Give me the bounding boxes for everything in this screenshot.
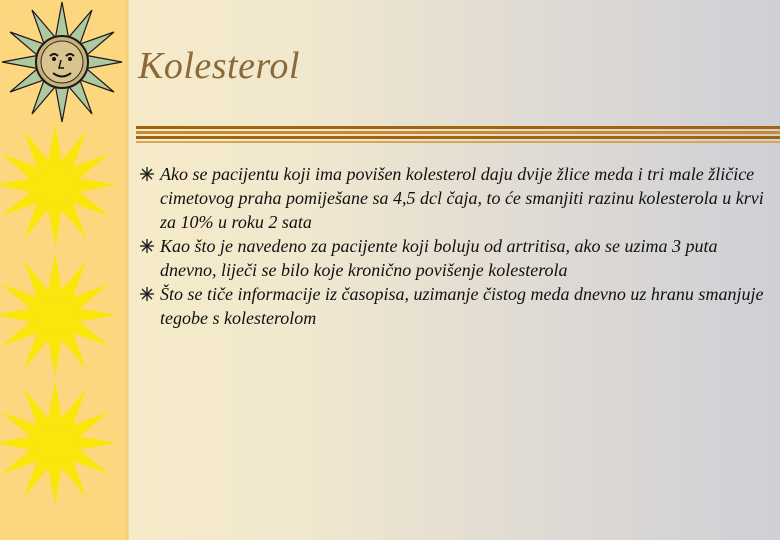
bullet-item xyxy=(140,162,770,234)
sun-icon xyxy=(0,250,120,380)
sun-icon xyxy=(0,120,120,250)
bullet-text: Ako se pacijentu koji ima povišen kolesterol daju dvije žlice meda i tri male žličice cimetovog praha pomiješane sa 4,5 dcl čaja, to će smanjiti razinu kolesterola u krvi za 10% u roku 2 sata xyxy=(160,164,764,232)
sun-face-icon xyxy=(0,0,124,124)
bullet-list xyxy=(140,162,770,330)
title-divider xyxy=(136,126,780,144)
sun-icon xyxy=(0,378,120,508)
slide-title: Kolesterol xyxy=(138,45,300,87)
star-bullet-icon xyxy=(140,287,154,301)
star-bullet-icon xyxy=(140,167,154,181)
strip-edge xyxy=(126,0,129,540)
star-bullet-icon xyxy=(140,239,154,253)
bullet-item xyxy=(140,282,770,330)
bullet-text: Kao što je navedeno za pacijente koji boluju od artritisa, ako se uzima 3 puta dnevno, liječi se bilo koje kronično povišenje kolesterola xyxy=(160,236,718,280)
bullet-item xyxy=(140,234,770,282)
bullet-text: Što se tiče informacije iz časopisa, uzimanje čistog meda dnevno uz hranu smanjuje tegobe s kolesterolom xyxy=(160,284,764,328)
